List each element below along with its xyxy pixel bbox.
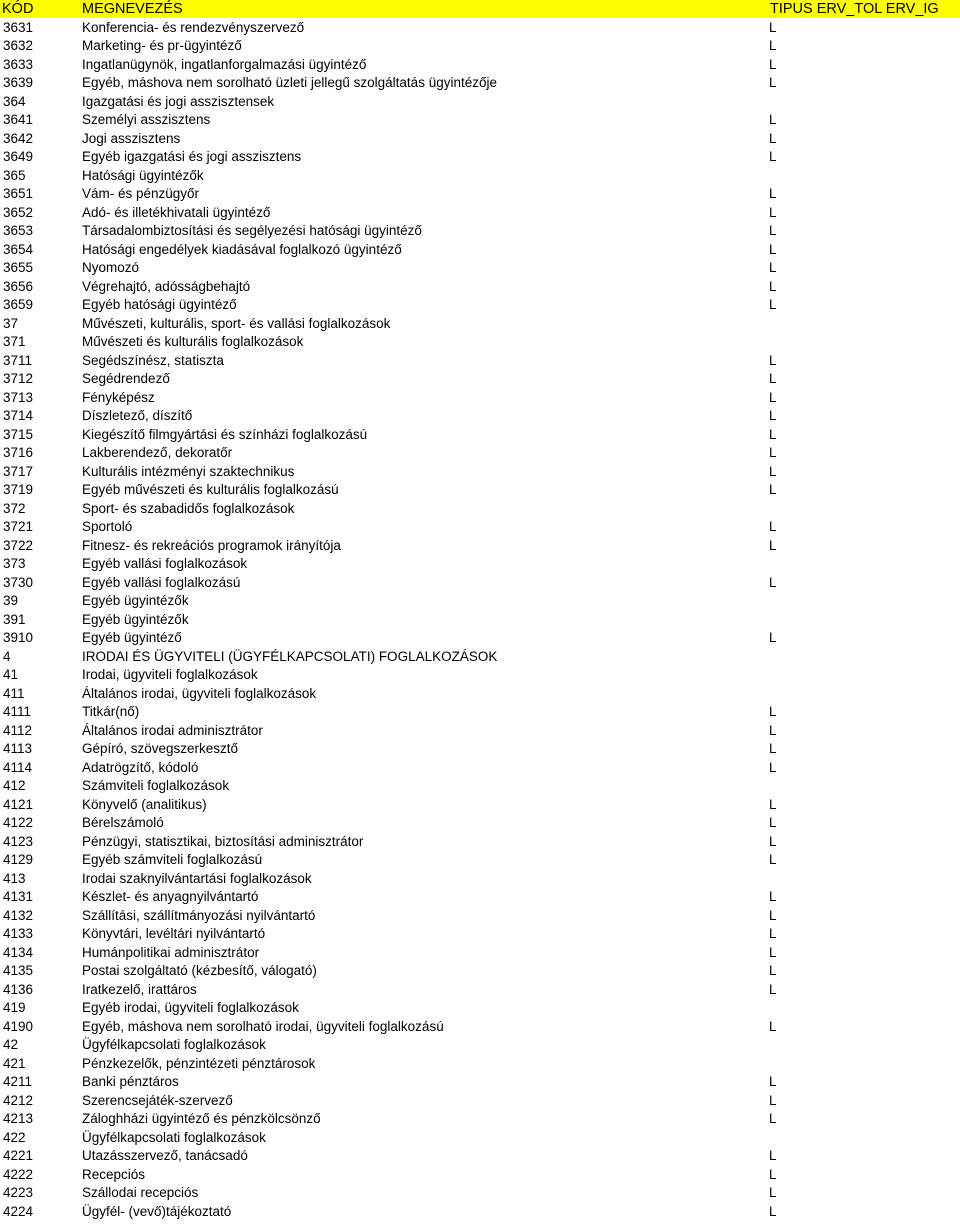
cell-kod: 4221 (3, 1148, 34, 1163)
table-row (0, 537, 960, 556)
cell-megnevezes: Egyéb ügyintéző (82, 630, 182, 645)
table-row (0, 1092, 960, 1111)
table-row (0, 870, 960, 889)
cell-megnevezes: Pénzügyi, statisztikai, biztosítási adminisztrátor (82, 833, 364, 849)
table-row (0, 555, 960, 574)
table-row (0, 389, 960, 408)
cell-kod: 3653 (3, 223, 34, 238)
table-row (0, 574, 960, 593)
cell-kod: 4 (3, 648, 11, 664)
table-header (0, 0, 960, 18)
cell-tipus: L (769, 759, 777, 775)
cell-tipus: L (769, 963, 777, 978)
cell-megnevezes: Egyéb irodai, ügyviteli foglalkozások (82, 1000, 299, 1015)
cell-tipus: L (769, 926, 777, 941)
table-row (0, 685, 960, 704)
cell-kod: 364 (3, 93, 26, 109)
cell-megnevezes: Egyéb, máshova nem sorolható irodai, ügyviteli foglalkozású (82, 1018, 444, 1034)
cell-megnevezes: Végrehajtó, adósságbehajtó (82, 278, 251, 294)
table-row (0, 333, 960, 352)
cell-megnevezes: Szállodai recepciós (82, 1185, 199, 1200)
table-row (0, 352, 960, 371)
table-row (0, 426, 960, 445)
cell-tipus: L (769, 1203, 777, 1219)
cell-kod: 372 (3, 500, 26, 516)
cell-tipus: L (769, 260, 777, 275)
cell-megnevezes: Irodai, ügyviteli foglalkozások (82, 667, 258, 682)
cell-tipus: L (769, 389, 777, 405)
table-row (0, 1036, 960, 1055)
table-row (0, 592, 960, 611)
cell-tipus: L (769, 907, 777, 923)
cell-kod: 371 (3, 334, 26, 349)
cell-kod: 3713 (3, 389, 34, 405)
cell-megnevezes: Segédszínész, statiszta (82, 352, 224, 368)
cell-megnevezes: Ügyfél- (vevő)tájékoztató (82, 1203, 232, 1219)
cell-kod: 3730 (3, 574, 34, 590)
cell-megnevezes: Egyéb művészeti és kulturális foglalkozású (82, 482, 339, 497)
cell-tipus: L (769, 1018, 777, 1034)
cell-kod: 3659 (3, 297, 34, 312)
cell-megnevezes: Díszletező, díszítő (82, 408, 193, 423)
cell-kod: 3649 (3, 149, 34, 164)
cell-kod: 4112 (3, 722, 33, 738)
cell-megnevezes: Pénzkezelők, pénzintézeti pénztárosok (82, 1055, 316, 1071)
cell-tipus: L (769, 204, 777, 220)
cell-megnevezes: Egyéb ügyintézők (82, 611, 189, 627)
cell-kod: 4131 (3, 889, 34, 904)
cell-megnevezes: Segédrendező (82, 371, 170, 386)
cell-tipus: L (769, 19, 777, 35)
cell-kod: 3654 (3, 241, 34, 257)
table-row (0, 907, 960, 926)
cell-tipus: L (769, 56, 777, 72)
cell-tipus: L (769, 1166, 777, 1182)
cell-megnevezes: Iratkezelő, irattáros (82, 981, 197, 997)
cell-megnevezes: Szerencsejáték-szervező (82, 1092, 233, 1108)
cell-kod: 4122 (3, 815, 34, 830)
cell-tipus: L (769, 630, 777, 645)
table-row (0, 629, 960, 648)
cell-kod: 3721 (3, 519, 34, 534)
cell-kod: 3712 (3, 371, 34, 386)
cell-tipus: L (769, 482, 777, 497)
cell-kod: 3631 (3, 19, 34, 35)
cell-megnevezes: Fényképész (82, 389, 155, 405)
cell-kod: 3642 (3, 130, 34, 146)
cell-tipus: L (769, 1185, 777, 1200)
table-row (0, 740, 960, 759)
cell-kod: 3641 (3, 112, 34, 127)
cell-kod: 3719 (3, 482, 34, 497)
cell-kod: 3714 (3, 408, 34, 423)
table-row (0, 1073, 960, 1092)
table-row (0, 56, 960, 75)
cell-megnevezes: Készlet- és anyagnyilvántartó (82, 889, 259, 904)
cell-tipus: L (769, 38, 777, 53)
cell-kod: 3633 (3, 56, 34, 72)
cell-tipus: L (769, 1148, 777, 1163)
cell-kod: 4113 (3, 741, 33, 756)
table-row (0, 999, 960, 1018)
cell-megnevezes: Adó- és illetékhivatali ügyintéző (82, 204, 271, 220)
table-body (0, 19, 960, 1222)
table-row (0, 74, 960, 93)
cell-tipus: L (769, 1074, 777, 1089)
cell-tipus: L (769, 741, 777, 756)
cell-kod: 37 (3, 315, 19, 331)
cell-megnevezes: Egyéb vallási foglalkozások (82, 556, 248, 571)
table-row (0, 1055, 960, 1074)
cell-tipus: L (769, 796, 777, 812)
table-row (0, 1203, 960, 1222)
cell-megnevezes: Társadalombiztosítási és segélyezési hatósági ügyintéző (82, 223, 422, 238)
table-row (0, 93, 960, 112)
cell-tipus: L (769, 1092, 777, 1108)
cell-tipus: L (769, 815, 777, 830)
cell-kod: 422 (3, 1129, 26, 1145)
cell-tipus: L (769, 704, 777, 719)
cell-kod: 4133 (3, 926, 34, 941)
cell-kod: 3722 (3, 537, 34, 553)
table-row (0, 888, 960, 907)
cell-megnevezes: Egyéb, máshova nem sorolható üzleti jellegű szolgáltatás ügyintézője (82, 75, 497, 90)
cell-kod: 41 (3, 667, 19, 682)
table-row (0, 722, 960, 741)
cell-kod: 3639 (3, 75, 34, 90)
table-row (0, 703, 960, 722)
cell-kod: 4114 (3, 759, 33, 775)
table-row (0, 944, 960, 963)
cell-tipus: L (769, 278, 777, 294)
table-row (0, 481, 960, 500)
table-row (0, 185, 960, 204)
cell-megnevezes: Adatrögzítő, kódoló (82, 759, 199, 775)
cell-kod: 4212 (3, 1092, 34, 1108)
table-row (0, 500, 960, 519)
table-row (0, 925, 960, 944)
cell-megnevezes: Egyéb számviteli foglalkozású (82, 852, 263, 867)
column-header-kod: KÓD (2, 1, 34, 17)
cell-megnevezes: Vám- és pénzügyőr (82, 186, 200, 201)
cell-megnevezes: Recepciós (82, 1166, 146, 1182)
cell-megnevezes: IRODAI ÉS ÜGYVITELI (ÜGYFÉLKAPCSOLATI) FOGLALKOZÁSOK (82, 648, 498, 664)
cell-megnevezes: Személyi asszisztens (82, 112, 211, 127)
cell-kod: 3652 (3, 204, 34, 220)
cell-megnevezes: Kulturális intézményi szaktechnikus (82, 463, 295, 479)
cell-tipus: L (769, 722, 777, 738)
table-row (0, 204, 960, 223)
table-row (0, 315, 960, 334)
cell-kod: 4213 (3, 1111, 34, 1126)
cell-kod: 3716 (3, 445, 34, 460)
cell-kod: 4211 (3, 1074, 33, 1089)
table-row (0, 37, 960, 56)
cell-megnevezes: Sportoló (82, 519, 133, 534)
cell-megnevezes: Könyvtári, levéltári nyilvántartó (82, 926, 266, 941)
cell-megnevezes: Igazgatási és jogi asszisztensek (82, 93, 275, 109)
cell-megnevezes: Marketing- és pr-ügyintéző (82, 38, 242, 53)
cell-megnevezes: Irodai szaknyilvántartási foglalkozások (82, 870, 312, 886)
cell-kod: 412 (3, 778, 26, 793)
table-row (0, 259, 960, 278)
cell-megnevezes: Záloghházi ügyintéző és pénzkölcsönző (82, 1111, 321, 1126)
cell-megnevezes: Kiegészítő filmgyártási és színházi foglalkozású (82, 426, 368, 442)
cell-megnevezes: Számviteli foglalkozások (82, 778, 230, 793)
cell-kod: 411 (3, 685, 25, 701)
table-row (0, 148, 960, 167)
cell-megnevezes: Könyvelő (analitikus) (82, 796, 207, 812)
cell-tipus: L (769, 112, 777, 127)
cell-kod: 3717 (3, 463, 34, 479)
cell-megnevezes: Ügyfélkapcsolati foglalkozások (82, 1129, 266, 1145)
table-row (0, 111, 960, 130)
table-row (0, 759, 960, 778)
table-row (0, 1147, 960, 1166)
cell-megnevezes: Művészeti, kulturális, sport- és vallási foglalkozások (82, 315, 391, 331)
cell-tipus: L (769, 537, 777, 553)
cell-kod: 3715 (3, 426, 34, 442)
cell-megnevezes: Egyéb ügyintézők (82, 593, 189, 608)
cell-megnevezes: Konferencia- és rendezvényszervező (82, 19, 305, 35)
column-header-megnevezes: MEGNEVEZÉS (82, 1, 183, 17)
table-row (0, 241, 960, 260)
table-row (0, 278, 960, 297)
table-row (0, 962, 960, 981)
cell-kod: 4121 (3, 796, 34, 812)
cell-kod: 4136 (3, 981, 34, 997)
cell-tipus: L (769, 981, 777, 997)
table-row (0, 1166, 960, 1185)
table-row (0, 19, 960, 38)
cell-megnevezes: Általános irodai, ügyviteli foglalkozások (82, 685, 317, 701)
cell-megnevezes: Egyéb hatósági ügyintéző (82, 297, 237, 312)
table-row (0, 1018, 960, 1037)
cell-megnevezes: Postai szolgáltató (kézbesítő, válogató) (82, 963, 317, 978)
cell-megnevezes: Jogi asszisztens (82, 130, 181, 146)
cell-kod: 4223 (3, 1185, 34, 1200)
cell-kod: 39 (3, 593, 19, 608)
table-row (0, 611, 960, 630)
cell-megnevezes: Fitnesz- és rekreációs programok irányítója (82, 537, 341, 553)
cell-tipus: L (769, 408, 777, 423)
cell-tipus: L (769, 426, 777, 442)
table-row (0, 1184, 960, 1203)
column-header-tipus-erv: TIPUS ERV_TOL ERV_IG (770, 1, 939, 17)
cell-tipus: L (769, 149, 777, 164)
cell-kod: 421 (3, 1055, 26, 1071)
cell-tipus: L (769, 889, 777, 904)
cell-kod: 4129 (3, 852, 34, 867)
cell-tipus: L (769, 223, 777, 238)
table-row (0, 1110, 960, 1129)
cell-tipus: L (769, 944, 777, 960)
cell-tipus: L (769, 241, 777, 257)
cell-megnevezes: Általános irodai adminisztrátor (82, 722, 263, 738)
table-row (0, 666, 960, 685)
cell-megnevezes: Hatósági engedélyek kiadásával foglalkozó ügyintéző (82, 241, 402, 257)
cell-kod: 4222 (3, 1166, 34, 1182)
table-row (0, 167, 960, 186)
cell-kod: 4132 (3, 907, 34, 923)
cell-megnevezes: Humánpolitikai adminisztrátor (82, 944, 260, 960)
table-row (0, 814, 960, 833)
cell-kod: 419 (3, 1000, 26, 1015)
cell-tipus: L (769, 574, 777, 590)
cell-kod: 3632 (3, 38, 34, 53)
cell-megnevezes: Szállítási, szállítmányozási nyilvántartó (82, 907, 316, 923)
table-row (0, 777, 960, 796)
cell-tipus: L (769, 833, 777, 849)
cell-megnevezes: Sport- és szabadidős foglalkozások (82, 500, 295, 516)
cell-megnevezes: Bérelszámoló (82, 815, 164, 830)
cell-tipus: L (769, 352, 777, 368)
table-row (0, 1129, 960, 1148)
table-row (0, 851, 960, 870)
cell-kod: 4123 (3, 833, 34, 849)
cell-kod: 391 (3, 611, 26, 627)
table-row (0, 833, 960, 852)
cell-kod: 365 (3, 167, 26, 183)
cell-tipus: L (769, 463, 777, 479)
cell-megnevezes: Ingatlanügynök, ingatlanforgalmazási ügyintéző (82, 56, 367, 72)
table-row (0, 463, 960, 482)
cell-megnevezes: Banki pénztáros (82, 1074, 179, 1089)
table-row (0, 444, 960, 463)
cell-kod: 4224 (3, 1203, 34, 1219)
cell-tipus: L (769, 445, 777, 460)
cell-kod: 3656 (3, 278, 34, 294)
cell-tipus: L (769, 75, 777, 90)
cell-megnevezes: Gépíró, szövegszerkesztő (82, 741, 239, 756)
table-row (0, 407, 960, 426)
cell-megnevezes: Hatósági ügyintézők (82, 167, 204, 183)
cell-megnevezes: Nyomozó (82, 260, 140, 275)
table-row (0, 222, 960, 241)
cell-tipus: L (769, 186, 777, 201)
cell-kod: 413 (3, 870, 26, 886)
cell-megnevezes: Utazásszervező, tanácsadó (82, 1148, 248, 1163)
cell-tipus: L (769, 297, 777, 312)
cell-tipus: L (769, 852, 777, 867)
cell-kod: 373 (3, 556, 26, 571)
cell-megnevezes: Egyéb vallási foglalkozású (82, 574, 241, 590)
table-row (0, 981, 960, 1000)
cell-kod: 3655 (3, 260, 34, 275)
cell-tipus: L (769, 519, 777, 534)
cell-megnevezes: Művészeti és kulturális foglalkozások (82, 334, 304, 349)
cell-kod: 4190 (3, 1018, 34, 1034)
cell-tipus: L (769, 371, 777, 386)
cell-kod: 4111 (3, 704, 32, 719)
cell-kod: 3910 (3, 630, 34, 645)
cell-tipus: L (769, 130, 777, 146)
cell-megnevezes: Egyéb igazgatási és jogi asszisztens (82, 149, 302, 164)
cell-kod: 3651 (3, 186, 34, 201)
table-row (0, 370, 960, 389)
table-row (0, 130, 960, 149)
table-row (0, 796, 960, 815)
cell-kod: 3711 (3, 352, 33, 368)
cell-kod: 4135 (3, 963, 34, 978)
table-row (0, 296, 960, 315)
table-row (0, 518, 960, 537)
cell-kod: 42 (3, 1037, 19, 1052)
table-row (0, 648, 960, 667)
cell-megnevezes: Lakberendező, dekoratőr (82, 445, 233, 460)
cell-megnevezes: Titkár(nő) (82, 704, 140, 719)
cell-megnevezes: Ügyfélkapcsolati foglalkozások (82, 1037, 266, 1052)
cell-tipus: L (769, 1111, 777, 1126)
cell-kod: 4134 (3, 944, 34, 960)
